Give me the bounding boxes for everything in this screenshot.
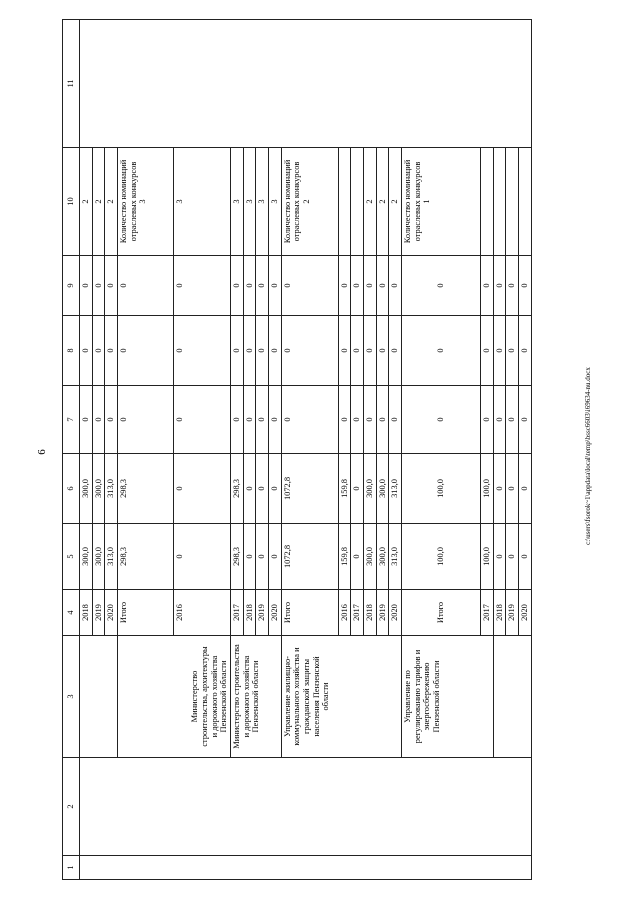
value-cell: 0 bbox=[376, 256, 389, 316]
value-cell: 0 bbox=[173, 256, 230, 316]
cell-col1 bbox=[80, 856, 532, 880]
value-cell: 159,8 bbox=[338, 524, 351, 590]
org-name: Управление по регулированию тарифов и энергосбережению Пензенской области bbox=[402, 649, 441, 744]
nominations-value: 3 bbox=[138, 199, 148, 204]
value-cell: 0 bbox=[268, 386, 281, 454]
value-cell: 1072,8 bbox=[281, 454, 338, 524]
value-cell: 0 bbox=[105, 386, 118, 454]
value-cell: 313,0 bbox=[389, 454, 402, 524]
nominations-label: Количество номинаций отраслевых конкурсов bbox=[282, 159, 302, 244]
value-cell: 0 bbox=[338, 316, 351, 386]
value-cell bbox=[401, 148, 480, 256]
value-cell: 1072,8 bbox=[281, 524, 338, 590]
value-cell: 2 bbox=[376, 148, 389, 256]
value-cell: 0 bbox=[243, 316, 256, 386]
year-cell: 2019 bbox=[376, 590, 389, 636]
value-cell: 0 bbox=[338, 386, 351, 454]
value-cell: 100,0 bbox=[401, 454, 480, 524]
cell-col2 bbox=[80, 758, 532, 856]
value-cell: 0 bbox=[389, 386, 402, 454]
nominations-value: 2 bbox=[301, 199, 311, 204]
value-cell: 3 bbox=[243, 148, 256, 256]
nominations-value: 1 bbox=[422, 199, 432, 204]
value-cell: 0 bbox=[480, 256, 493, 316]
value-cell: 0 bbox=[338, 256, 351, 316]
value-cell: 0 bbox=[493, 454, 506, 524]
value-cell: 300,0 bbox=[80, 524, 93, 590]
value-cell: 3 bbox=[173, 148, 230, 256]
table-row bbox=[401, 20, 480, 880]
year-cell: 2018 bbox=[493, 590, 506, 636]
year-cell: 2020 bbox=[268, 590, 281, 636]
table-row bbox=[117, 20, 173, 880]
footer-file-path: c:\users\fsorok~1\appdata\local\temp\bssc6603\i69634-nu.docx bbox=[584, 367, 592, 545]
value-cell: 2 bbox=[92, 148, 105, 256]
value-cell: 0 bbox=[363, 386, 376, 454]
value-cell: 0 bbox=[351, 454, 364, 524]
value-cell: 3 bbox=[230, 148, 243, 256]
value-cell: 0 bbox=[256, 256, 269, 316]
value-cell: 300,0 bbox=[376, 454, 389, 524]
value-cell: 0 bbox=[363, 316, 376, 386]
value-cell: 0 bbox=[92, 386, 105, 454]
year-cell: Итого bbox=[281, 590, 338, 636]
value-cell: 0 bbox=[105, 256, 118, 316]
value-cell: 0 bbox=[480, 316, 493, 386]
value-cell: 0 bbox=[268, 256, 281, 316]
org-name: Управление жилищно-коммунального хозяйства и гражданской защиты населения Пензенской области bbox=[282, 647, 331, 746]
year-cell: 2017 bbox=[230, 590, 243, 636]
value-cell: 0 bbox=[363, 256, 376, 316]
year-cell: 2017 bbox=[480, 590, 493, 636]
value-cell: 0 bbox=[518, 256, 531, 316]
org-name-cell bbox=[401, 636, 493, 758]
column-header: 2 bbox=[63, 758, 80, 856]
value-cell: 0 bbox=[493, 386, 506, 454]
value-cell: 2 bbox=[80, 148, 93, 256]
cell-col3 bbox=[493, 636, 531, 758]
value-cell: 0 bbox=[230, 256, 243, 316]
value-cell: 2 bbox=[389, 148, 402, 256]
value-cell: 313,0 bbox=[389, 524, 402, 590]
year-cell: Итого bbox=[401, 590, 480, 636]
year-cell: Итого bbox=[117, 590, 173, 636]
value-cell: 0 bbox=[401, 256, 480, 316]
value-cell: 0 bbox=[351, 316, 364, 386]
value-cell: 0 bbox=[506, 316, 519, 386]
value-cell: 298,3 bbox=[117, 524, 173, 590]
year-cell: 2019 bbox=[256, 590, 269, 636]
value-cell: 0 bbox=[493, 316, 506, 386]
value-cell: 0 bbox=[376, 316, 389, 386]
value-cell: 0 bbox=[117, 256, 173, 316]
program-table bbox=[62, 19, 532, 880]
value-cell: 159,8 bbox=[338, 454, 351, 524]
value-cell: 0 bbox=[268, 454, 281, 524]
value-cell: 0 bbox=[281, 256, 338, 316]
value-cell: 0 bbox=[518, 386, 531, 454]
value-cell: 0 bbox=[506, 454, 519, 524]
value-cell: 3 bbox=[256, 148, 269, 256]
org-name: Министерство строительства и дорожного хозяйства Пензенской области bbox=[231, 644, 261, 749]
value-cell: 0 bbox=[506, 386, 519, 454]
value-cell: 0 bbox=[173, 524, 230, 590]
column-header: 10 bbox=[63, 148, 80, 256]
value-cell: 0 bbox=[80, 256, 93, 316]
value-cell: 0 bbox=[256, 524, 269, 590]
value-cell: 0 bbox=[268, 316, 281, 386]
value-cell: 0 bbox=[117, 316, 173, 386]
value-cell: 0 bbox=[243, 386, 256, 454]
value-cell: 0 bbox=[281, 316, 338, 386]
value-cell: 0 bbox=[351, 386, 364, 454]
value-cell: 0 bbox=[389, 316, 402, 386]
cell-col11 bbox=[80, 20, 532, 148]
column-header: 9 bbox=[63, 256, 80, 316]
column-header: 4 bbox=[63, 590, 80, 636]
value-cell: 0 bbox=[506, 256, 519, 316]
value-cell: 300,0 bbox=[363, 454, 376, 524]
page-number: 6 bbox=[35, 449, 48, 455]
year-cell: 2018 bbox=[80, 590, 93, 636]
year-cell: 2019 bbox=[92, 590, 105, 636]
table-row bbox=[230, 20, 243, 880]
column-header: 8 bbox=[63, 316, 80, 386]
value-cell bbox=[117, 148, 173, 256]
value-cell: 0 bbox=[243, 256, 256, 316]
value-cell: 0 bbox=[480, 386, 493, 454]
column-header: 7 bbox=[63, 386, 80, 454]
value-cell: 0 bbox=[518, 524, 531, 590]
value-cell: 300,0 bbox=[92, 524, 105, 590]
value-cell: 0 bbox=[376, 386, 389, 454]
value-cell: 100,0 bbox=[480, 524, 493, 590]
value-cell: 0 bbox=[80, 316, 93, 386]
value-cell: 0 bbox=[80, 386, 93, 454]
value-cell: 0 bbox=[256, 454, 269, 524]
value-cell: 313,0 bbox=[105, 454, 118, 524]
year-cell: 2016 bbox=[338, 590, 351, 636]
nominations-label: Количество номинаций отраслевых конкурсов bbox=[402, 159, 422, 244]
table-row bbox=[80, 20, 93, 880]
value-cell: 0 bbox=[401, 386, 480, 454]
year-cell: 2020 bbox=[518, 590, 531, 636]
value-cell: 0 bbox=[117, 386, 173, 454]
value-cell bbox=[338, 148, 351, 256]
year-cell: 2019 bbox=[506, 590, 519, 636]
value-cell: 0 bbox=[518, 454, 531, 524]
year-cell: 2018 bbox=[363, 590, 376, 636]
value-cell: 0 bbox=[105, 316, 118, 386]
value-cell: 300,0 bbox=[363, 524, 376, 590]
value-cell: 298,3 bbox=[117, 454, 173, 524]
column-header: 6 bbox=[63, 454, 80, 524]
value-cell: 0 bbox=[351, 256, 364, 316]
value-cell: 0 bbox=[256, 316, 269, 386]
column-number-row bbox=[63, 20, 80, 880]
value-cell bbox=[351, 148, 364, 256]
value-cell: 298,3 bbox=[230, 454, 243, 524]
value-cell: 0 bbox=[230, 386, 243, 454]
value-cell bbox=[281, 148, 338, 256]
value-cell: 0 bbox=[173, 316, 230, 386]
value-cell: 0 bbox=[173, 454, 230, 524]
value-cell bbox=[518, 148, 531, 256]
table-row bbox=[281, 20, 338, 880]
value-cell: 300,0 bbox=[80, 454, 93, 524]
value-cell: 0 bbox=[281, 386, 338, 454]
value-cell: 0 bbox=[92, 256, 105, 316]
column-header: 1 bbox=[63, 856, 80, 880]
value-cell bbox=[480, 148, 493, 256]
value-cell: 0 bbox=[506, 524, 519, 590]
org-name-cell bbox=[281, 636, 401, 758]
year-cell: 2017 bbox=[351, 590, 364, 636]
column-header: 5 bbox=[63, 524, 80, 590]
value-cell: 0 bbox=[493, 524, 506, 590]
value-cell: 0 bbox=[518, 316, 531, 386]
value-cell: 0 bbox=[173, 386, 230, 454]
value-cell: 0 bbox=[389, 256, 402, 316]
value-cell: 0 bbox=[493, 256, 506, 316]
value-cell bbox=[493, 148, 506, 256]
value-cell: 0 bbox=[230, 316, 243, 386]
year-cell: 2016 bbox=[173, 590, 230, 636]
value-cell: 100,0 bbox=[480, 454, 493, 524]
value-cell: 300,0 bbox=[92, 454, 105, 524]
year-cell: 2020 bbox=[389, 590, 402, 636]
nominations-label: Количество номинаций отраслевых конкурсов bbox=[118, 159, 138, 244]
table-row bbox=[493, 20, 506, 880]
column-header: 11 bbox=[63, 20, 80, 148]
value-cell bbox=[506, 148, 519, 256]
value-cell: 0 bbox=[92, 316, 105, 386]
value-cell: 0 bbox=[268, 524, 281, 590]
value-cell: 300,0 bbox=[376, 524, 389, 590]
value-cell: 3 bbox=[268, 148, 281, 256]
value-cell: 0 bbox=[401, 316, 480, 386]
value-cell: 0 bbox=[243, 454, 256, 524]
column-header: 3 bbox=[63, 636, 80, 758]
year-cell: 2018 bbox=[243, 590, 256, 636]
org-name: Министерство строительства, архитектуры и дорожного хозяйства Пензенской области bbox=[190, 646, 229, 747]
value-cell: 100,0 bbox=[401, 524, 480, 590]
org-name-cell bbox=[117, 636, 230, 758]
value-cell: 0 bbox=[256, 386, 269, 454]
rotated-table-page bbox=[62, 20, 578, 880]
value-cell: 0 bbox=[243, 524, 256, 590]
value-cell: 0 bbox=[351, 524, 364, 590]
value-cell: 2 bbox=[105, 148, 118, 256]
value-cell: 2 bbox=[363, 148, 376, 256]
value-cell: 313,0 bbox=[105, 524, 118, 590]
cell-col3 bbox=[80, 636, 118, 758]
value-cell: 298,3 bbox=[230, 524, 243, 590]
year-cell: 2020 bbox=[105, 590, 118, 636]
org-name-cell bbox=[230, 636, 281, 758]
